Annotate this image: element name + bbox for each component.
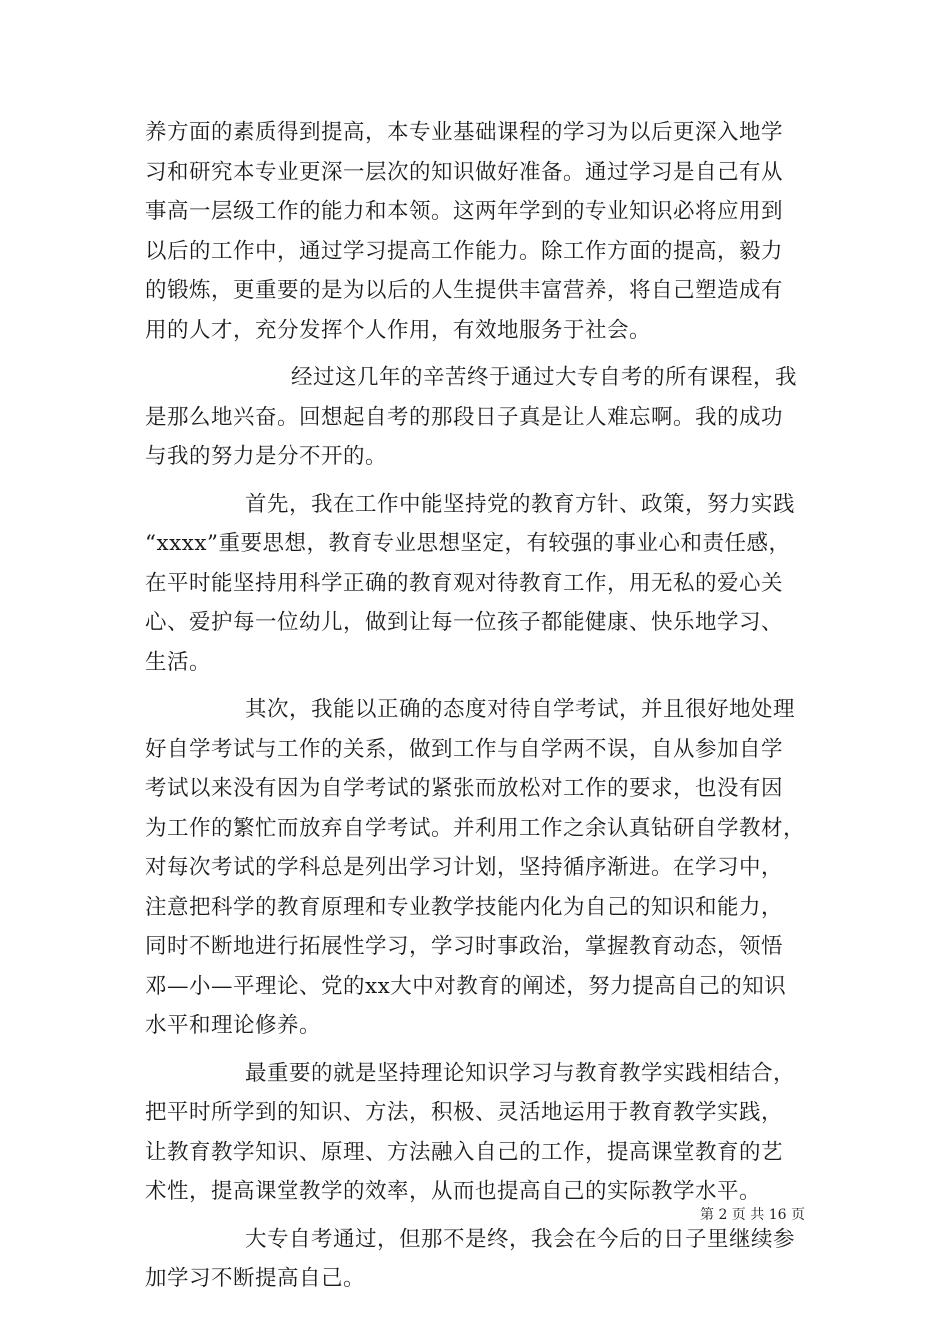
text-line: 注意把科学的教育原理和专业教学技能内化为自己的知识和能力，: [145, 894, 784, 920]
text-line: 事高一层级工作的能力和本领。这两年学到的专业知识必将应用到: [145, 199, 784, 224]
paragraph-spacer: [145, 682, 835, 690]
text-line: 邓—小—平理论、党的xx大中对教育的阐述，努力提高自己的知识: [145, 973, 787, 999]
page-number: 第 2 页 共 16 页: [700, 1207, 805, 1223]
text-line: 为工作的繁忙而放弃自学考试。并利用工作之余认真钻研自学教材，: [145, 815, 806, 841]
paragraph-spacer: [145, 1046, 835, 1054]
text-line: 把平时所学到的知识、方法，积极、灵活地运用于教育教学实践，: [145, 1100, 784, 1125]
document-body: [145, 113, 835, 1299]
text-line: 首先，我在工作中能坚持党的教育方针、政策，努力实践: [245, 491, 796, 517]
text-line: 心、爱护每一位幼儿，做到让每一位孩子都能健康、快乐地学习、: [145, 610, 784, 635]
text-line: “xxxx”重要思想，教育专业思想坚定，有较强的事业心和责任感，: [145, 531, 791, 556]
text-line: 让教育教学知识、原理、方法融入自己的工作，提高课堂教育的艺: [145, 1139, 784, 1165]
paragraph-3: [145, 485, 835, 683]
text-line: 养方面的素质得到提高，本专业基础课程的学习为以后更深入地学: [145, 120, 784, 145]
text-line: 考试以来没有因为自学考试的紧张而放松对工作的要求，也没有因: [145, 776, 784, 801]
text-line: 是那么地兴奋。回想起自考的那段日子真是让人难忘啊。我的成功: [145, 404, 784, 430]
text-line: 与我的努力是分不开的。: [145, 444, 388, 469]
text-line: 大专自考通过，但那不是终，我会在今后的日子里继续参: [245, 1226, 796, 1252]
paragraph-5: [145, 1054, 835, 1212]
text-line: 的锻炼，更重要的是为以后的人生提供丰富营养，将自己塑造成有: [145, 278, 784, 303]
text-line: 用的人才，充分发挥个人作用，有效地服务于社会。: [145, 317, 652, 343]
paragraph-4: [145, 690, 835, 1046]
text-line: 对每次考试的学科总是列出学习计划，坚持循序渐进。在学习中，: [145, 855, 784, 880]
text-line: 好自学考试与工作的关系，做到工作与自学两不误，自从参加自学: [145, 736, 784, 762]
text-line: 同时不断地进行拓展性学习，学习时事政治，掌握教育动态，领悟: [145, 934, 784, 959]
text-line: 在平时能坚持用科学正确的教育观对待教育工作，用无私的爱心关: [145, 570, 784, 596]
paragraph-6: [145, 1220, 835, 1299]
text-line: 加学习不断提高自己。: [145, 1266, 366, 1291]
text-line: 习和研究本专业更深一层次的知识做好准备。通过学习是自己有从: [145, 159, 784, 185]
paragraph-spacer: [145, 350, 835, 358]
text-line: 水平和理论修养。: [145, 1013, 322, 1038]
text-line: 最重要的就是坚持理论知识学习与教育教学实践相结合，: [245, 1060, 796, 1086]
text-line: 以后的工作中，通过学习提高工作能力。除工作方面的提高，毅力: [145, 238, 784, 264]
paragraph-spacer: [145, 477, 835, 485]
paragraph-2: [145, 358, 835, 477]
text-line: 经过这几年的辛苦终于通过大专自考的所有课程，我: [291, 365, 798, 390]
text-line: 其次，我能以正确的态度对待自学考试，并且很好地处理: [245, 697, 796, 722]
text-line: 生活。: [145, 649, 212, 675]
paragraph-1: [145, 113, 835, 350]
text-line: 术性，提高课堂教学的效率，从而也提高自己的实际教学水平。: [145, 1179, 762, 1204]
